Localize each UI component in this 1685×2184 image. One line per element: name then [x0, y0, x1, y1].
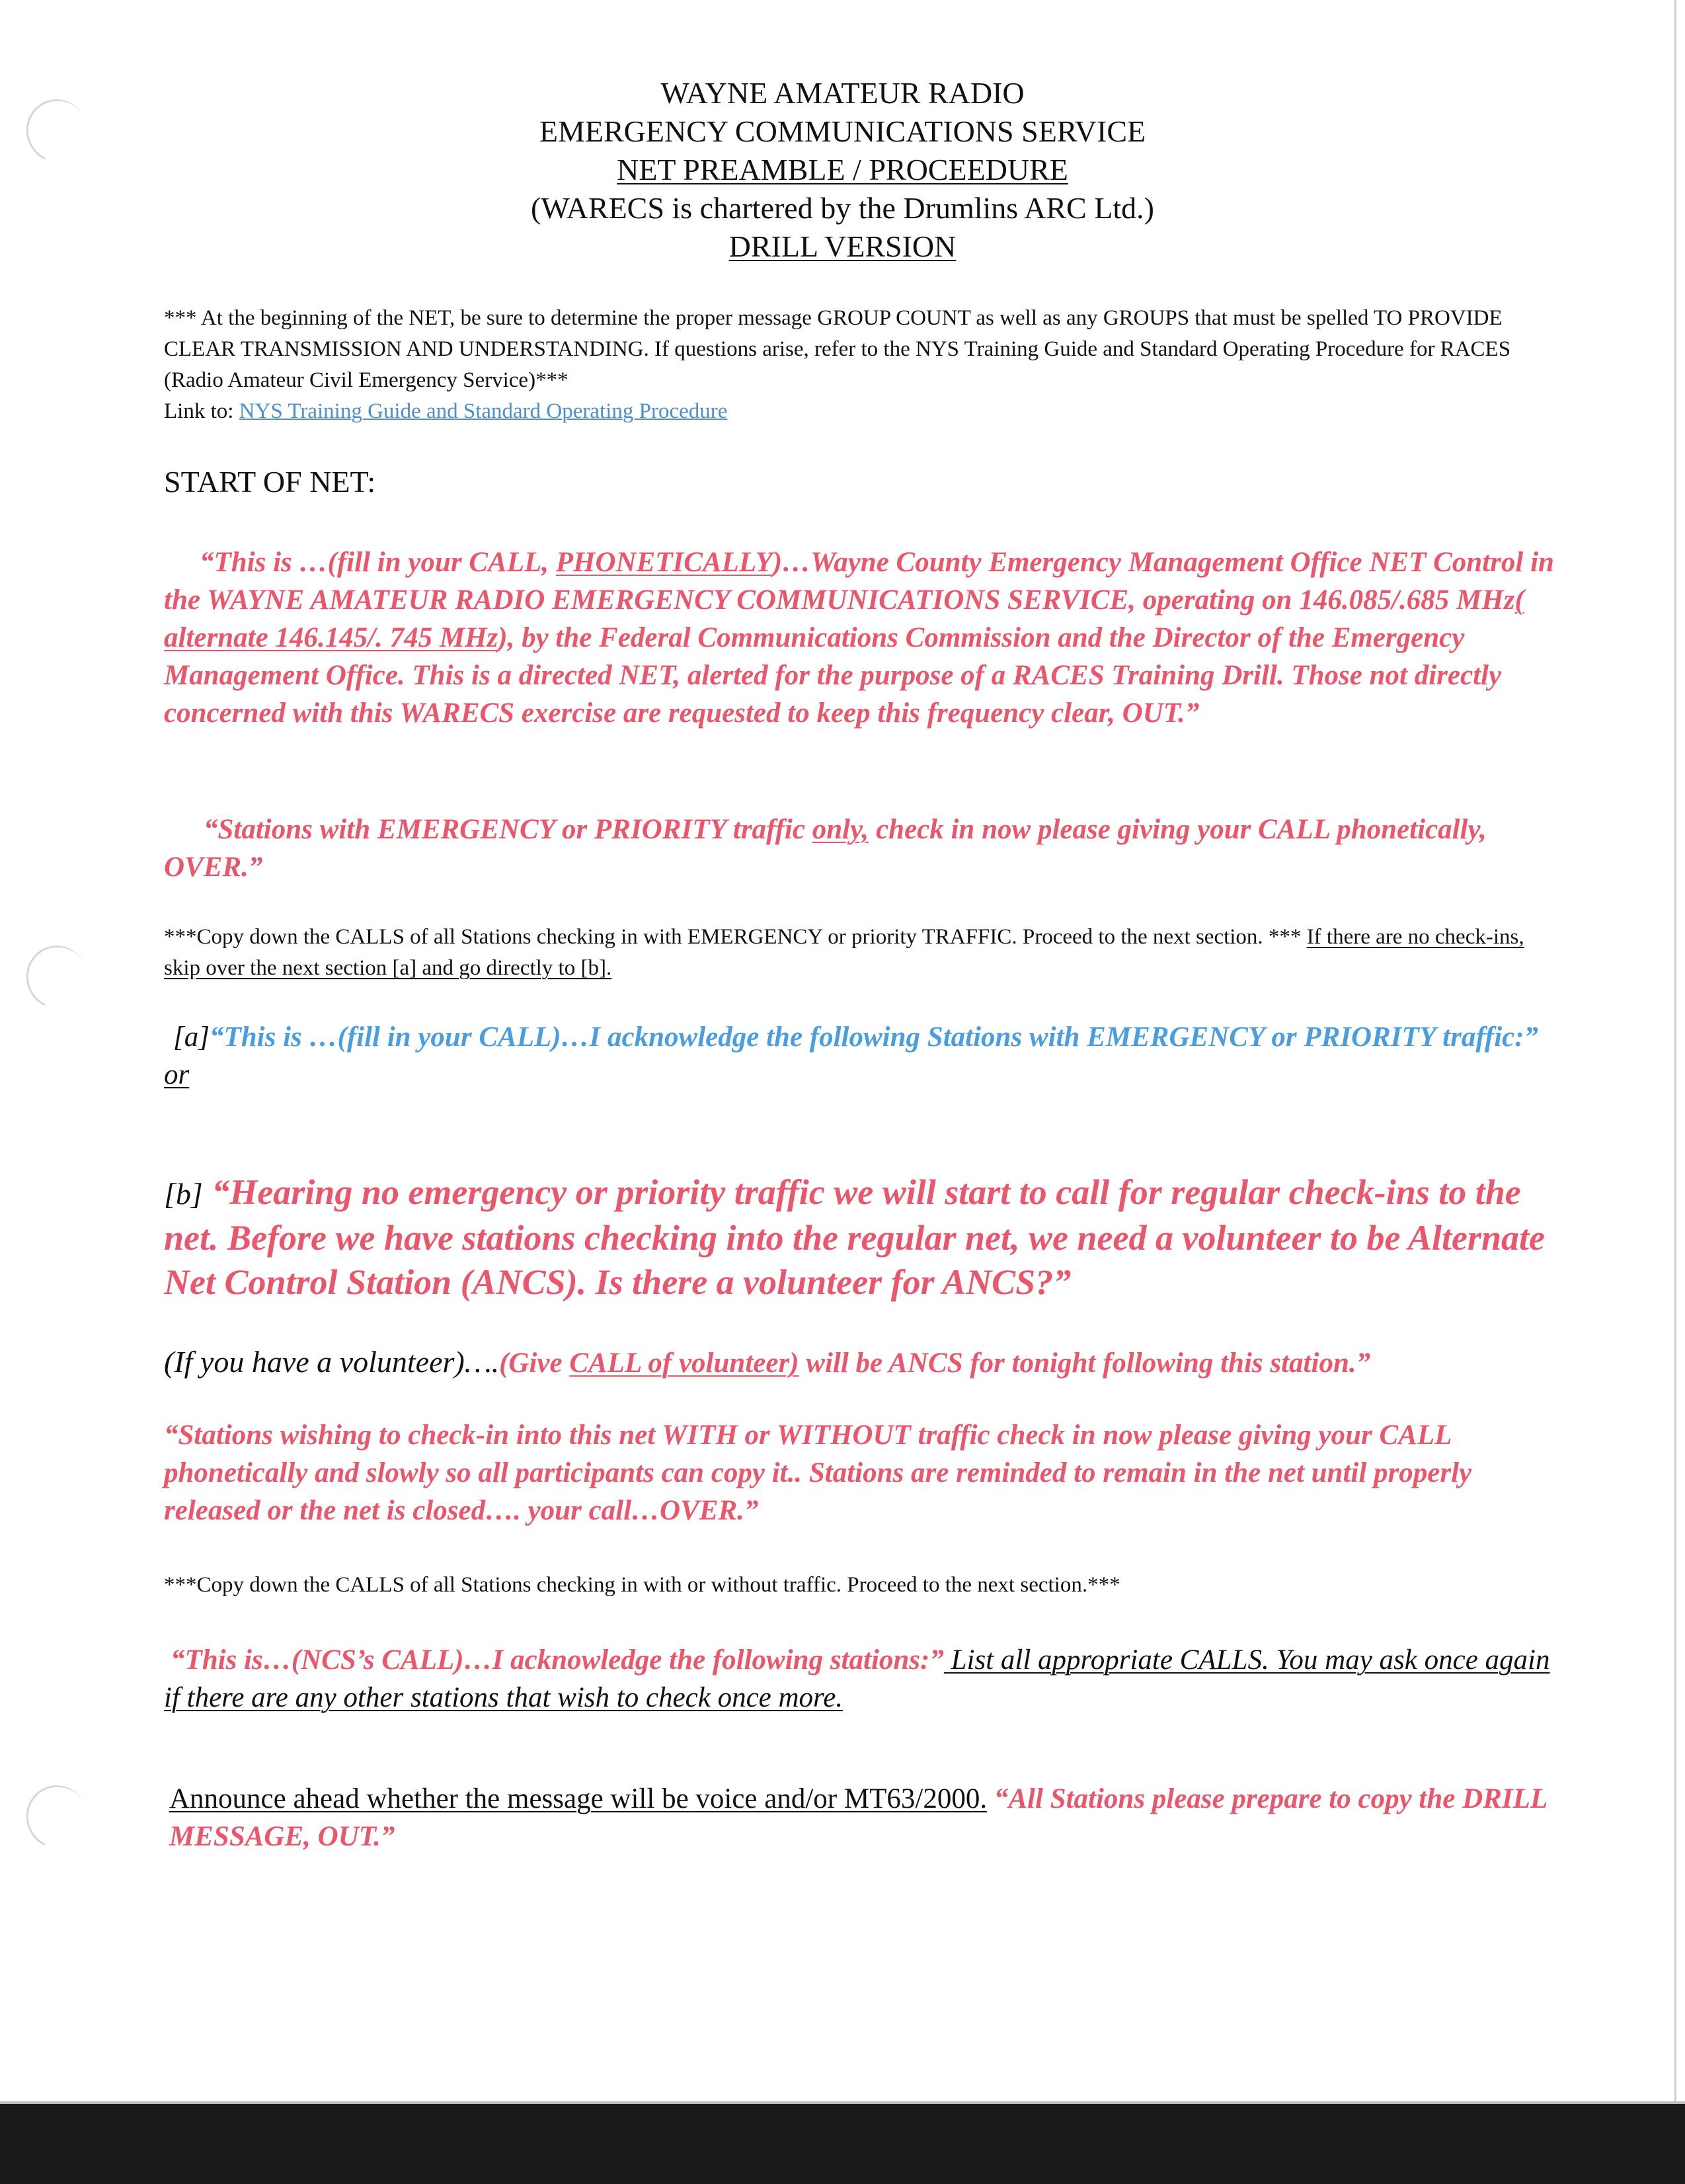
start-heading: START OF NET: [164, 465, 376, 499]
section-b [164, 1170, 1559, 1305]
or-separator: or [164, 1059, 190, 1090]
scan-border [0, 2101, 1685, 2184]
copy-note-all: ***Copy down the CALLS of all Stations checking in with or without traffic. Proceed to the next section.*** [164, 1573, 1120, 1597]
announce-statement: Announce ahead whether the message will be voice and/or MT63/2000. “All Stations please prepare to copy the DRILL MESSAGE, OUT.” [169, 1783, 1547, 1852]
section-a [164, 1018, 1559, 1094]
header-version: DRILL VERSION [728, 229, 957, 263]
section-a-text: “This is …(fill in your CALL)…I acknowledge the following Stations with EMERGENCY or PRIORITY traffic:” [209, 1022, 1539, 1053]
document-header [0, 74, 1685, 266]
header-procedure: NET PREAMBLE / PROCEEDURE [617, 153, 1068, 186]
intro-text: *** At the beginning of the NET, be sure to determine the proper message GROUP COUNT as well as any GROUPS that must be spelled TO PROVIDE CLEAR TRANSMISSION AND UNDERSTANDING. If questions arise, refer to the NYS Training Guide and Standard Operating Procedure for RACES (Radio Amateur Civil Emergency Service)*** [164, 306, 1511, 392]
punch-hole-mark [17, 1777, 97, 1857]
header-subtitle: EMERGENCY COMMUNICATIONS SERVICE [539, 114, 1146, 148]
nys-guide-link[interactable]: NYS Training Guide and Standard Operating Procedure [239, 399, 728, 423]
punch-hole-mark [17, 937, 97, 1018]
header-title: WAYNE AMATEUR RADIO [660, 76, 1025, 110]
copy-note-emergency: ***Copy down the CALLS of all Stations checking in with EMERGENCY or priority TRAFFIC. Proceed to the next section. *** If there are no check-ins, skip over the next section [a] and go directly to [b]. [164, 925, 1524, 980]
link-prefix: Link to: [164, 399, 239, 423]
volunteer-statement: (If you have a volunteer)….(Give CALL of volunteer) will be ANCS for tonight following this station.” [164, 1345, 1371, 1379]
acknowledge-statement: “This is…(NCS’s CALL)…I acknowledge the following stations:” List all appropriate CALLS. You may ask once again if there are any other stations that wish to check once more. [164, 1644, 1550, 1713]
intro-note [164, 303, 1559, 427]
header-charter: (WARECS is chartered by the Drumlins ARC Ltd.) [531, 191, 1154, 225]
emergency-checkin-call: “Stations with EMERGENCY or PRIORITY traffic only, check in now please giving your CALL phonetically, OVER.” [164, 814, 1487, 883]
regular-checkin-call: “Stations wishing to check-in into this net WITH or WITHOUT traffic check in now please giving your CALL phonetically and slowly so all participants can copy it.. Stations are reminded to remain in the net until properly released or the net is closed…. your call…OVER.” [164, 1420, 1472, 1526]
section-b-text: “Hearing no emergency or priority traffic we will start to call for regular check-ins to the net. Before we have stations checking into the regular net, we need a volunteer to be Alternate Net Control Station (ANCS). Is there a volunteer for ANCS?” [164, 1172, 1545, 1302]
opening-statement: “This is …(fill in your CALL, PHONETICALLY)…Wayne County Emergency Management Office NET Control in the WAYNE AMATEUR RADIO EMERGENCY COMMUNICATIONS SERVICE, operating on 146.085/.685 MHz( alternate 146.145/. 745 MHz), by the Federal Communications Commission and the Director of the Emergency Management Office. This is a directed NET, alerted for the purpose of a RACES Training Drill. Those not directly concerned with this WARECS exercise are requested to keep this frequency clear, OUT.” [164, 547, 1554, 729]
section-b-label: [b] [164, 1177, 203, 1211]
section-a-label: [a] [173, 1022, 210, 1053]
